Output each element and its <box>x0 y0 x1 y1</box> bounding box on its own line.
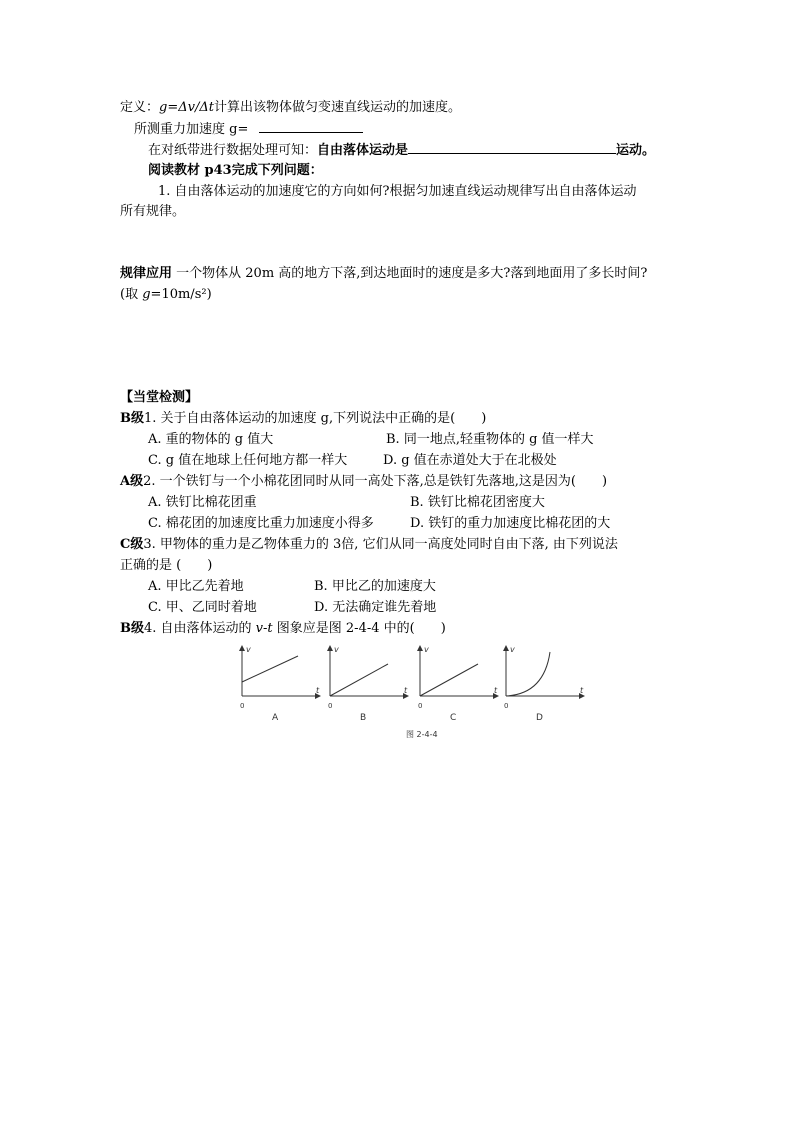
check-q1-option-b[interactable]: B. 同一地点,轻重物体的 g 值一样大 <box>386 432 594 447</box>
apply-line2-g: g <box>142 287 151 302</box>
check-q3-option-b[interactable]: B. 甲比乙的加速度大 <box>314 579 436 594</box>
definition-line <box>120 99 461 117</box>
vt-label-v-D: v <box>510 645 515 654</box>
apply-text: 一个物体从 20m 高的地方下落,到达地面时的速度是多大?落到地面用了多长时间? <box>172 266 648 281</box>
vt-panel-C <box>418 645 498 723</box>
check-q3-level: C级 <box>120 537 144 552</box>
process-blank[interactable] <box>408 141 616 154</box>
figure-svg <box>236 644 592 740</box>
check-q4-text-b: 图象应是图 2-4-4 中的( ) <box>272 621 446 636</box>
figure-2-4-4 <box>236 644 592 740</box>
check-q3-option-a[interactable]: A. 甲比乙先着地 <box>148 579 244 594</box>
vt-panel-label-D: D <box>536 713 543 723</box>
check-q1-option-a[interactable]: A. 重的物体的 g 值大 <box>148 432 274 447</box>
vt-label-t-C: t <box>494 686 498 695</box>
check-q2-text: 2. 一个铁钉与一个小棉花团同时从同一高处下落,总是铁钉先落地,这是因为( ) <box>143 474 608 489</box>
vt-panel-B <box>328 645 408 723</box>
vt-label-v-B: v <box>334 645 339 654</box>
vt-curve-C <box>420 664 478 696</box>
vt-label-v-A: v <box>246 645 251 654</box>
vt-panel-label-C: C <box>450 713 457 723</box>
vt-panel-A <box>240 645 320 723</box>
check-q1-text: 1. 关于自由落体运动的加速度 g,下列说法中正确的是( ) <box>144 411 487 426</box>
check-q2-stem <box>120 473 607 491</box>
figure-caption: 图 2-4-4 <box>406 730 438 739</box>
check-q3-text: 3. 甲物体的重力是乙物体重力的 3倍, 它们从同一高度处同时自由下落, 由下列说法 <box>143 537 618 552</box>
vt-panel-label-A: A <box>272 713 279 723</box>
check-q3-option-c[interactable]: C. 甲、乙同时着地 <box>148 600 257 615</box>
apply-line2-b: =10m/s²) <box>150 287 212 302</box>
read-heading: 阅读教材 p43完成下列问题： <box>148 163 323 178</box>
check-q4-text-a: 4. 自由落体运动的 <box>144 621 256 636</box>
definition-prefix: 定义： <box>120 100 160 115</box>
check-q4-level: B级 <box>120 621 144 636</box>
apply-line1 <box>120 265 647 283</box>
definition-text: 计算出该物体做匀变速直线运动的加速度。 <box>213 100 461 115</box>
check-q2-option-d[interactable]: D. 铁钉的重力加速度比棉花团的大 <box>410 516 611 531</box>
check-q3-stem2: 正确的是 ( ) <box>120 558 213 573</box>
process-line <box>148 141 655 160</box>
vt-curve-D <box>506 652 550 696</box>
check-q2-level: A级 <box>120 474 144 489</box>
apply-label: 规律应用 <box>120 266 173 281</box>
check-q1-option-c[interactable]: C. g 值在地球上任何地方都一样大 <box>148 453 348 468</box>
vt-curve-A <box>242 656 298 682</box>
vt-origin-D: 0 <box>504 702 509 710</box>
check-q3-stem <box>120 536 618 554</box>
question-1-line1: 1. 自由落体运动的加速度它的方向如何?根据匀加速直线运动规律写出自由落体运动 <box>158 184 637 199</box>
check-q2-option-b[interactable]: B. 铁钉比棉花团密度大 <box>410 495 545 510</box>
process-text: 在对纸带进行数据处理可知： <box>148 143 318 158</box>
gravity-blank[interactable] <box>259 120 363 133</box>
process-bold: 自由落体运动是 <box>317 143 409 158</box>
definition-formula: g=Δv/Δt <box>159 100 214 115</box>
check-title: 【当堂检测】 <box>120 390 199 405</box>
vt-panel-label-B: B <box>360 713 367 723</box>
vt-panel-D <box>504 645 584 723</box>
vt-label-t-B: t <box>404 686 408 695</box>
check-q2-option-c[interactable]: C. 棉花团的加速度比重力加速度小得多 <box>148 516 374 531</box>
vt-label-v-C: v <box>424 645 429 654</box>
check-q2-option-a[interactable]: A. 铁钉比棉花团重 <box>148 495 257 510</box>
check-q1-option-d[interactable]: D. g 值在赤道处大于在北极处 <box>383 453 557 468</box>
apply-line2 <box>120 286 212 304</box>
vt-origin-C: 0 <box>418 702 423 710</box>
gravity-label: 所测重力加速度 g= <box>134 122 249 137</box>
vt-origin-A: 0 <box>240 702 245 710</box>
vt-label-t-D: t <box>580 686 584 695</box>
question-1-line2: 所有规律。 <box>120 204 186 219</box>
check-q4-vt: v-t <box>255 621 273 636</box>
check-q3-option-d[interactable]: D. 无法确定谁先着地 <box>314 600 437 615</box>
check-q1-level: B级 <box>120 411 144 426</box>
vt-label-t-A: t <box>316 686 320 695</box>
check-q1-stem <box>120 410 486 428</box>
process-end: 运动。 <box>616 143 656 158</box>
gravity-line <box>134 120 363 139</box>
vt-curve-B <box>330 664 388 696</box>
apply-line2-a: (取 <box>120 287 143 302</box>
check-q4-stem <box>120 620 446 638</box>
vt-origin-B: 0 <box>328 702 333 710</box>
